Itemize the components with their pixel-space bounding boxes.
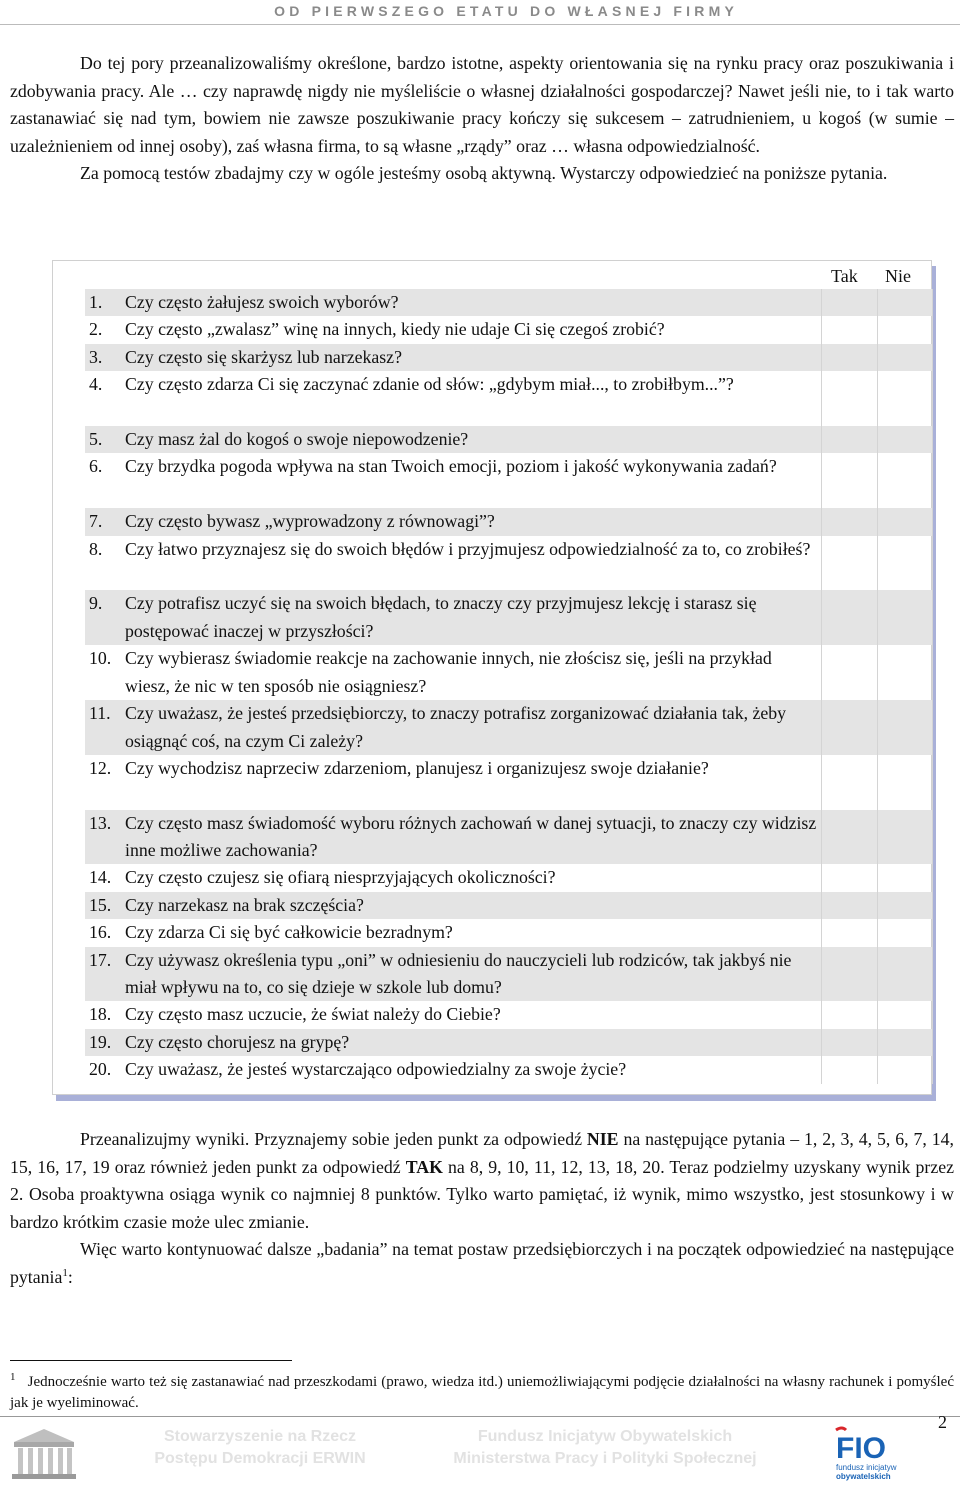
answer-cell-tak[interactable] <box>821 1056 877 1083</box>
footnote-text: Jednocześnie warto też się zastanawiać nad przeszkodami (prawo, wiedza itd.) uniemożliwiającymi podjęcie działalności na własny rachunek i pomyśleć jak je wyeliminować. <box>10 1374 954 1411</box>
question-text-cell <box>85 864 821 891</box>
question-text-cell <box>85 590 821 645</box>
question-number: 19. <box>89 1031 112 1052</box>
question-row <box>85 590 933 645</box>
question-row <box>85 289 933 316</box>
question-text-cell <box>85 700 821 755</box>
question-number: 14. <box>89 867 112 888</box>
answer-cell-nie[interactable] <box>877 892 933 919</box>
question-text-cell <box>85 508 821 535</box>
question-row <box>85 700 933 755</box>
answer-cell-tak[interactable] <box>821 453 877 508</box>
question-text-cell <box>85 892 821 919</box>
question-text-cell <box>85 755 821 810</box>
footer-association: Stowarzyszenie na Rzecz Postępu Demokracji ERWIN <box>154 1428 366 1467</box>
question-row <box>85 1029 933 1056</box>
question-text-cell <box>85 1029 821 1056</box>
question-text: Czy często masz uczucie, że świat należy do Ciebie? <box>125 1004 501 1025</box>
question-text-cell <box>85 316 821 343</box>
question-number: 17. <box>89 949 112 970</box>
question-number: 4. <box>89 374 103 395</box>
question-number: 8. <box>89 538 103 559</box>
page-footer <box>0 1418 960 1486</box>
answer-cell-tak[interactable] <box>821 810 877 865</box>
answer-cell-tak[interactable] <box>821 508 877 535</box>
answer-nie-label: NIE <box>586 1129 619 1149</box>
answer-cell-nie[interactable] <box>877 755 933 810</box>
question-number: 11. <box>89 703 111 723</box>
header-rule <box>0 24 960 25</box>
question-row <box>85 810 933 865</box>
answer-cell-tak[interactable] <box>821 892 877 919</box>
answer-cell-nie[interactable] <box>877 508 933 535</box>
svg-text:obywatelskich: obywatelskich <box>836 1472 891 1481</box>
svg-text:fundusz inicjatyw: fundusz inicjatyw <box>836 1463 897 1472</box>
temple-logo-icon <box>10 1426 78 1482</box>
answer-cell-tak[interactable] <box>821 1001 877 1028</box>
question-row <box>85 316 933 343</box>
question-text-cell <box>85 344 821 371</box>
answer-cell-tak[interactable] <box>821 590 877 645</box>
answer-cell-nie[interactable] <box>877 590 933 645</box>
question-text: Czy często bywasz „wyprowadzony z równowagi”? <box>125 511 495 532</box>
question-number: 6. <box>89 456 103 477</box>
question-text: Czy zdarza Ci się być całkowicie bezradnym? <box>125 922 453 943</box>
question-row <box>85 508 933 535</box>
svg-text:FIO: FIO <box>836 1432 886 1465</box>
column-header-tak: Tak <box>831 266 858 286</box>
question-row <box>85 536 933 591</box>
question-text: Czy często chorujesz na grypę? <box>125 1031 350 1052</box>
question-row <box>85 645 933 700</box>
footer-fund: Fundusz Inicjatyw Obywatelskich Ministerstwa Pracy i Polityki Społecznej <box>453 1428 757 1467</box>
answer-cell-nie[interactable] <box>877 453 933 508</box>
answer-cell-tak[interactable] <box>821 289 877 316</box>
answer-cell-nie[interactable] <box>877 536 933 591</box>
answer-cell-nie[interactable] <box>877 344 933 371</box>
question-text: Czy często żałujesz swoich wyborów? <box>125 292 399 312</box>
question-row <box>85 919 933 946</box>
quiz-column-headers <box>829 263 933 289</box>
question-row <box>85 947 933 1002</box>
question-row <box>85 755 933 810</box>
question-text-cell <box>85 426 821 453</box>
question-number: 5. <box>89 429 103 449</box>
answer-cell-nie[interactable] <box>877 645 933 700</box>
answer-cell-nie[interactable] <box>877 700 933 755</box>
running-header: OD PIERWSZEGO ETATU DO WŁASNEJ FIRMY <box>274 3 738 19</box>
answer-cell-tak[interactable] <box>821 426 877 453</box>
intro-text <box>10 50 954 188</box>
answer-cell-tak[interactable] <box>821 919 877 946</box>
answer-cell-tak[interactable] <box>821 1029 877 1056</box>
question-number: 15. <box>89 894 112 915</box>
question-row <box>85 426 933 453</box>
answer-cell-nie[interactable] <box>877 289 933 316</box>
intro-paragraph-2: Za pomocą testów zbadajmy czy w ogóle jesteśmy osobą aktywną. Wystarczy odpowiedzieć na poniższe pytania. <box>80 163 888 183</box>
answer-cell-tak[interactable] <box>821 316 877 343</box>
answer-cell-nie[interactable] <box>877 1029 933 1056</box>
answer-cell-nie[interactable] <box>877 371 933 426</box>
answer-tak-label: TAK <box>405 1156 443 1177</box>
question-number: 1. <box>89 292 103 312</box>
question-number: 16. <box>89 922 112 943</box>
question-text: Czy brzydka pogoda wpływa na stan Twoich emocji, poziom i jakość wykonywania zadań? <box>125 456 777 477</box>
footnote-mark: 1 <box>10 1371 16 1383</box>
answer-cell-nie[interactable] <box>877 810 933 865</box>
question-row <box>85 1056 933 1083</box>
question-row <box>85 864 933 891</box>
results-paragraph-2: Więc warto kontynuować dalsze „badania” na temat postaw przedsiębiorczych i na początek odpowiedzieć na następujące pytania$^1$: <box>10 1239 954 1287</box>
answer-cell-nie[interactable] <box>877 919 933 946</box>
question-text: Czy wychodzisz naprzeciw zdarzeniom, planujesz i organizujesz swoje działanie? <box>125 757 709 778</box>
column-header-nie: Nie <box>885 266 911 286</box>
question-text: Czy łatwo przyznajesz się do swoich błędów i przyjmujesz odpowiedzialność za to, co zrobiłeś? <box>125 538 811 559</box>
answer-cell-tak[interactable] <box>821 700 877 755</box>
intro-paragraph-1: Do tej pory przeanalizowaliśmy określone, bardzo istotne, aspekty orientowania się na rynku pracy oraz poszukiwania i zdobywania pracy. Ale … czy naprawdę nigdy nie myśleliście o własnej działalności gospodarczej? Nawet jeśli nie, to i tak warto zastanawiać się nad tym, bowiem nie zawsze poszukiwanie pracy kończy się sukcesem – zatrudnieniem, u kogoś (w sumie – uzależnieniem od innej osoby), zaś własna firma, to są własne „rządy” oraz … własna odpowiedzialność. <box>10 53 954 156</box>
answer-cell-nie[interactable] <box>877 947 933 1002</box>
question-text: Czy często zdarza Ci się zaczynać zdanie od słów: „gdybym miał..., to zrobiłbym...”? <box>125 374 734 395</box>
question-text-cell <box>85 1001 821 1028</box>
quiz-table <box>52 260 932 1095</box>
question-number: 13. <box>89 812 112 833</box>
page-number: 2 <box>938 1412 947 1432</box>
answer-cell-tak[interactable] <box>821 947 877 1002</box>
question-text-cell <box>85 289 821 316</box>
answer-cell-tak[interactable] <box>821 344 877 371</box>
question-text: Czy narzekasz na brak szczęścia? <box>125 894 364 915</box>
question-text: Czy uważasz, że jesteś przedsiębiorczy, to znaczy potrafisz zorganizować działania tak, żeby osiągnąć coś, na czym Ci zależy? <box>125 703 787 751</box>
question-text: Czy wybierasz świadomie reakcje na zachowanie innych, nie złościsz się, jeśli na przykład wiesz, że nic w ten sposób nie osiągniesz? <box>125 648 772 696</box>
answer-cell-nie[interactable] <box>877 864 933 891</box>
question-number: 10. <box>89 648 112 669</box>
footnote-rule <box>10 1360 292 1361</box>
question-row <box>85 892 933 919</box>
question-row <box>85 453 933 508</box>
question-text: Czy często masz świadomość wyboru różnych zachowań w danej sytuacji, to znaczy czy widzisz inne możliwe zachowania? <box>125 812 817 861</box>
answer-cell-nie[interactable] <box>877 1001 933 1028</box>
fio-logo-icon <box>832 1424 938 1482</box>
question-number: 3. <box>89 346 103 367</box>
question-text: Czy uważasz, że jesteś wystarczająco odpowiedzialny za swoje życie? <box>125 1059 627 1080</box>
question-text: Czy często się skarżysz lub narzekasz? <box>125 346 402 367</box>
question-text: Czy potrafisz uczyć się na swoich błędach, to znaczy czy przyjmujesz lekcję i starasz się postępować inaczej w przyszłości? <box>125 593 757 641</box>
footnote-reference[interactable]: 1 <box>62 1266 68 1279</box>
answer-cell-tak[interactable] <box>821 755 877 810</box>
footnote <box>10 1372 954 1414</box>
question-number: 9. <box>89 593 103 614</box>
footer-rule <box>0 1416 960 1417</box>
results-text <box>10 1126 954 1291</box>
question-number: 12. <box>89 757 112 778</box>
question-text-cell <box>85 371 821 426</box>
answer-cell-tak[interactable] <box>821 645 877 700</box>
question-number: 2. <box>89 319 103 340</box>
question-row <box>85 371 933 426</box>
question-text: Czy masz żal do kogoś o swoje niepowodzenie? <box>125 429 469 449</box>
question-number: 7. <box>89 511 103 532</box>
question-text-cell <box>85 536 821 591</box>
question-text-cell <box>85 1056 821 1083</box>
question-text-cell <box>85 947 821 1002</box>
question-text: Czy często „zwalasz” winę na innych, kiedy nie udaje Ci się czegoś zrobić? <box>125 319 665 340</box>
answer-cell-tak[interactable] <box>821 371 877 426</box>
question-row <box>85 1001 933 1028</box>
answer-cell-tak[interactable] <box>821 536 877 591</box>
answer-cell-nie[interactable] <box>877 426 933 453</box>
answer-cell-nie[interactable] <box>877 1056 933 1083</box>
results-paragraph-1: Przeanalizujmy wyniki. Przyznajemy sobie jeden punkt za odpowiedź NIE na następujące pytania – 1, 2, 3, 4, 5, 6, 7, 14, 15, 16, 17, 19 oraz również jeden punkt za odpowiedź TAK na 8, 9, 10, 11, 12, 13, 18, 20. Teraz podzielmy uzyskany wynik przez 2. Osoba proaktywna osiąga wynik co najmniej 8 punktów. Tylko warto pamiętać, iż wynik, mimo wszystko, jest stosunkowy i w bardzo krótkim czasie może ulec zmianie. <box>10 1129 954 1232</box>
question-text-cell <box>85 919 821 946</box>
answer-cell-nie[interactable] <box>877 316 933 343</box>
question-text: Czy często czujesz się ofiarą niesprzyjających okoliczności? <box>125 867 556 888</box>
question-text-cell <box>85 810 821 865</box>
question-number: 20. <box>89 1059 112 1080</box>
answer-cell-tak[interactable] <box>821 864 877 891</box>
question-text-cell <box>85 645 821 700</box>
question-number: 18. <box>89 1004 112 1025</box>
question-text-cell <box>85 453 821 508</box>
question-text: Czy używasz określenia typu „oni” w odniesieniu do nauczycieli lub rodziców, tak jakbyś nie miał wpływu na to, co się dzieje w szkole lub domu? <box>125 949 792 998</box>
question-row <box>85 344 933 371</box>
